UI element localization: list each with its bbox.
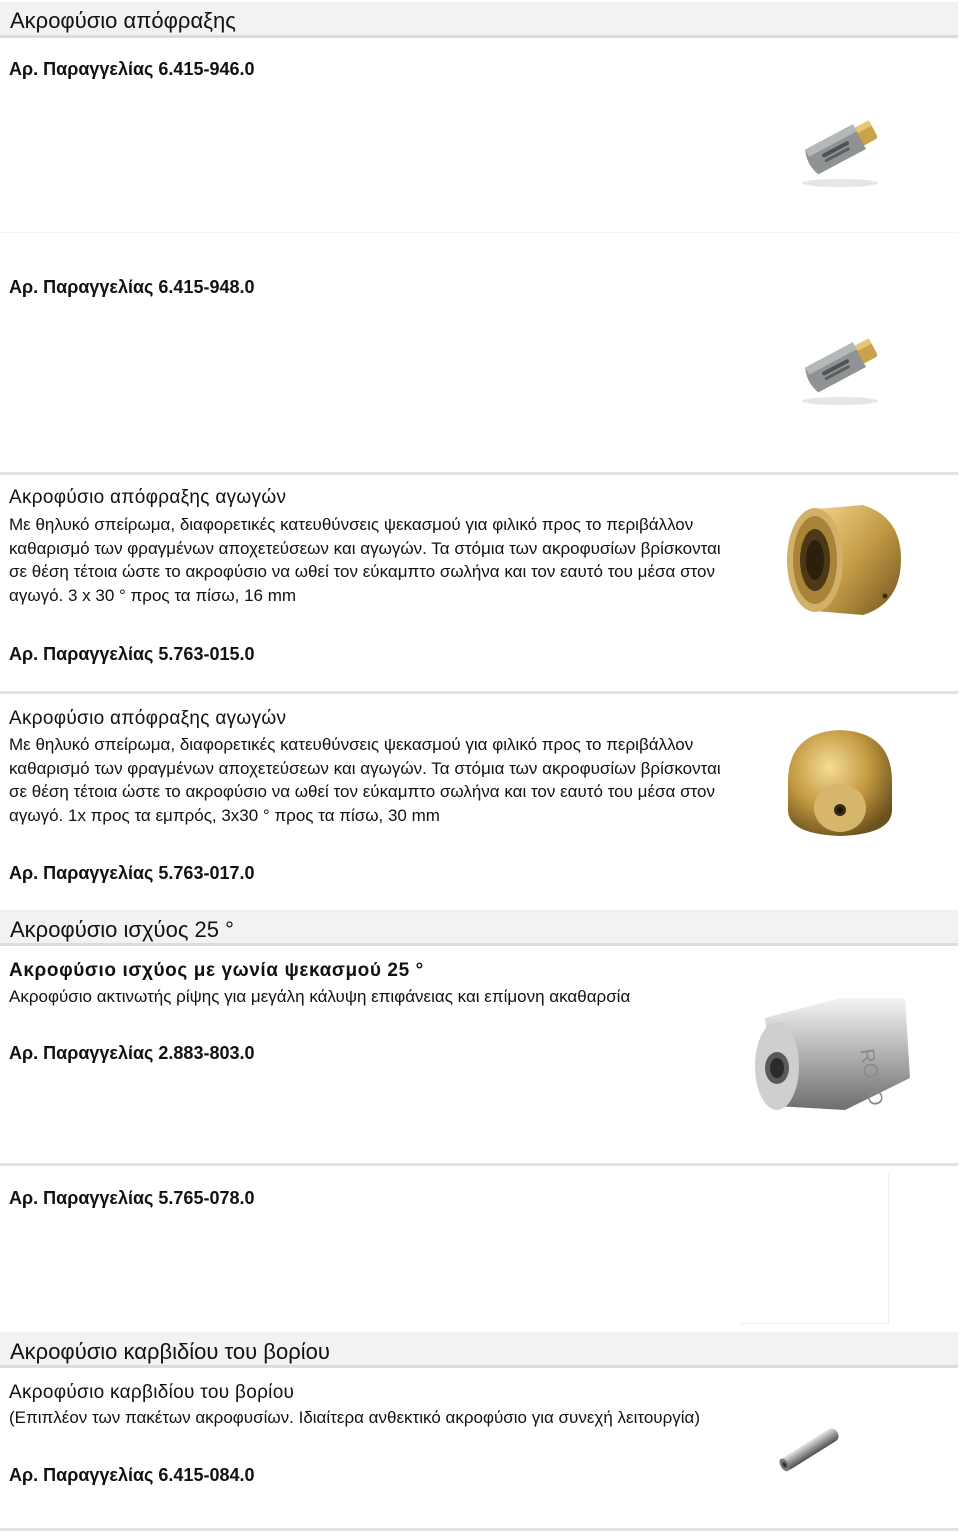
order-number: Αρ. Παραγγελίας 6.415-948.0 (9, 277, 255, 297)
order-number: Αρ. Παραγγελίας 5.763-017.0 (9, 863, 255, 883)
divider (0, 1163, 958, 1166)
section-title: Ακροφύσιο ισχύος 25 ° (10, 917, 234, 942)
product-image-grey-drain-nozzle (790, 105, 890, 190)
product-image-brass-nozzle (785, 497, 905, 622)
order-number: Αρ. Παραγγελίας 6.415-946.0 (9, 59, 255, 79)
section-header-carbide-nozzle (0, 1332, 958, 1368)
section-title: Ακροφύσιο καρβιδίου του βορίου (10, 1339, 330, 1364)
divider (0, 232, 958, 233)
product-description: Με θηλυκό σπείρωμα, διαφορετικές κατευθύνσεις ψεκασμού για φιλικό προς το περιβάλλον καθαρισμό των φραγμένων αποχετεύσεων και αγωγών. Τα στόμια των ακροφυσίων βρίσκονται σε θέση τέτοια ώστε το ακροφύσιο να ωθεί τον εύκαμπτο σωλήνα και τον εαυτό του μέσα στον αγωγό. 3 x 30 ° προς τα πίσω, 16 mm (9, 515, 721, 605)
product-description: Ακροφύσιο ακτινωτής ρίψης για μεγάλη κάλυψη επιφάνειας και επίμονη ακαθαρσία (9, 987, 631, 1006)
product-image-carbide-nozzle-pin (770, 1418, 850, 1480)
order-number: Αρ. Παραγγελίας 2.883-803.0 (9, 1043, 255, 1063)
section-header-power-nozzle (0, 910, 958, 946)
product-description: (Επιπλέον των πακέτων ακροφυσίων. Ιδιαίτερα ανθεκτικό ακροφύσιο για συνεχή λειτουργία) (9, 1408, 701, 1427)
product-image-blank (740, 1173, 889, 1324)
order-number: Αρ. Παραγγελίας 5.765-078.0 (9, 1188, 255, 1208)
divider (0, 1528, 958, 1531)
product-title: Ακροφύσιο καρβιδίου του βορίου (9, 1382, 295, 1403)
product-image-steel-power-nozzle (745, 988, 915, 1123)
section-title: Ακροφύσιο απόφραξης (10, 8, 236, 33)
section-header-drain-nozzle (0, 2, 958, 38)
engraving-text: ROTO (855, 1047, 887, 1108)
divider (0, 691, 958, 694)
product-description: Με θηλυκό σπείρωμα, διαφορετικές κατευθύνσεις ψεκασμού για φιλικό προς το περιβάλλον καθαρισμό των φραγμένων αποχετεύσεων και αγωγών. Τα στόμια των ακροφυσίων βρίσκονται σε θέση τέτοια ώστε το ακροφύσιο να ωθεί τον εύκαμπτο σωλήνα και τον εαυτό του μέσα στον αγωγό. 1x προς τα εμπρός, 3x30 ° προς τα πίσω, 30 mm (9, 735, 721, 825)
product-title: Ακροφύσιο απόφραξης αγωγών (9, 708, 287, 729)
product-image-brass-nozzle-front (780, 722, 900, 840)
order-number: Αρ. Παραγγελίας 5.763-015.0 (9, 644, 255, 664)
product-image-grey-drain-nozzle (790, 323, 890, 408)
product-title: Ακροφύσιο ισχύος με γωνία ψεκασμού 25 ° (9, 960, 424, 981)
divider (0, 472, 958, 475)
product-title: Ακροφύσιο απόφραξης αγωγών (9, 487, 287, 508)
order-number: Αρ. Παραγγελίας 6.415-084.0 (9, 1465, 255, 1485)
